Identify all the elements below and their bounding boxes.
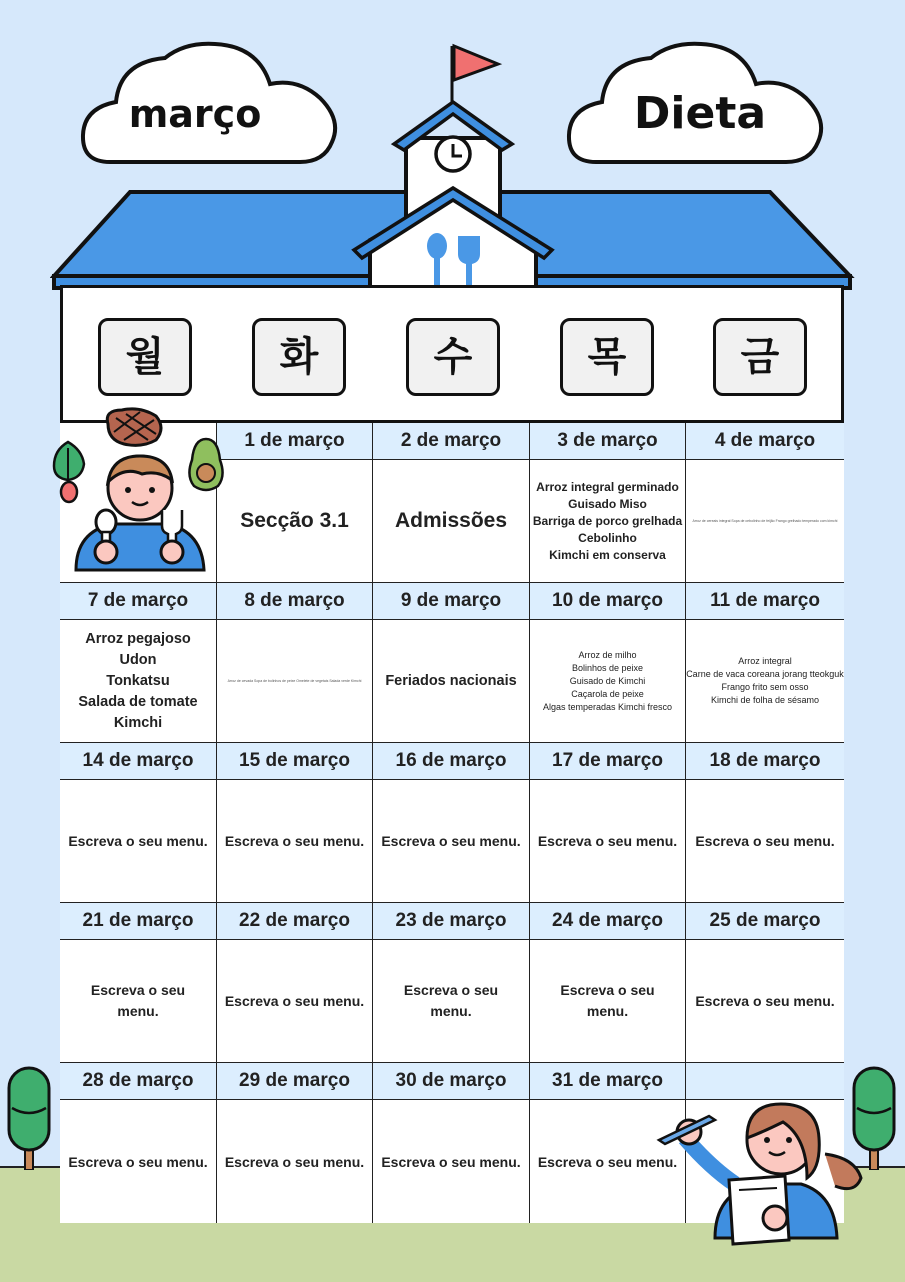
menu-cell[interactable]: Arroz pegajoso Udon Tonkatsu Salada de tomate Kimchi: [60, 620, 217, 743]
date-cell: 21 de março: [60, 903, 217, 940]
menu-cell[interactable]: Escreva o seu menu.: [686, 780, 844, 903]
menu-cell[interactable]: Escreva o seu menu.: [60, 1100, 217, 1223]
weekday-mon: 월: [98, 318, 192, 396]
menu-cell[interactable]: Escreva o seu menu.: [530, 780, 686, 903]
date-cell: 23 de março: [373, 903, 530, 940]
date-cell: 17 de março: [530, 743, 686, 780]
menu-cell[interactable]: Escreva o seu menu.: [217, 940, 373, 1063]
menu-cell[interactable]: Arroz de cereais integral Sopa de cebolinho de feijão Frango grelhado temperado com kimchi: [686, 460, 844, 583]
menu-cell[interactable]: Arroz de cevada Sopa de bolinhos de peixe Omelete de vegetais Salada verde Kimchi: [217, 620, 373, 743]
weekday-wed: 수: [406, 318, 500, 396]
date-cell: 8 de março: [217, 583, 373, 620]
menu-cell[interactable]: Escreva o seu menu.: [373, 780, 530, 903]
menu-cell[interactable]: Arroz integral Carne de vaca coreana jorang tteokguk Frango frito sem osso Kimchi de folha de sésamo: [686, 620, 844, 743]
date-cell: 4 de março: [686, 423, 844, 460]
date-cell: 7 de março: [60, 583, 217, 620]
menu-cell[interactable]: Escreva o seu menu.: [530, 1100, 686, 1223]
date-cell: 22 de março: [217, 903, 373, 940]
menu-cell[interactable]: Escreva o seu menu.: [217, 780, 373, 903]
left-tree-icon: [6, 1064, 52, 1170]
date-cell: [686, 1063, 844, 1100]
date-cell: 30 de março: [373, 1063, 530, 1100]
date-cell: 10 de março: [530, 583, 686, 620]
month-title: março: [128, 92, 262, 136]
menu-cell[interactable]: Secção 3.1: [217, 460, 373, 583]
date-cell: 29 de março: [217, 1063, 373, 1100]
date-cell: 2 de março: [373, 423, 530, 460]
date-cell: 18 de março: [686, 743, 844, 780]
school-roof: [50, 40, 855, 300]
date-cell: 24 de março: [530, 903, 686, 940]
menu-cell[interactable]: Admissões: [373, 460, 530, 583]
menu-cell[interactable]: Escreva o seu menu.: [217, 1100, 373, 1223]
menu-cell[interactable]: Escreva o seu menu.: [373, 940, 530, 1063]
date-cell: 9 de março: [373, 583, 530, 620]
diet-title: Dieta: [633, 88, 767, 139]
menu-cell[interactable]: Arroz integral germinado Guisado Miso Barriga de porco grelhada Cebolinho Kimchi em conserva: [530, 460, 686, 583]
weekday-fri: 금: [713, 318, 807, 396]
date-cell: 11 de março: [686, 583, 844, 620]
menu-cell[interactable]: Escreva o seu menu.: [530, 940, 686, 1063]
date-cell: 28 de março: [60, 1063, 217, 1100]
girl-writing-icon: [655, 1098, 870, 1246]
date-cell: 25 de março: [686, 903, 844, 940]
date-cell: 31 de março: [530, 1063, 686, 1100]
menu-cell[interactable]: Escreva o seu menu.: [686, 940, 844, 1063]
date-cell: 3 de março: [530, 423, 686, 460]
date-cell: 14 de março: [60, 743, 217, 780]
date-cell: 16 de março: [373, 743, 530, 780]
menu-cell[interactable]: Escreva o seu menu.: [60, 780, 217, 903]
menu-cell[interactable]: Feriados nacionais: [373, 620, 530, 743]
weekday-tue: 화: [252, 318, 346, 396]
date-cell: 15 de março: [217, 743, 373, 780]
menu-cell[interactable]: Arroz de milho Bolinhos de peixe Guisado de Kimchi Caçarola de peixe Algas temperadas Kimchi fresco: [530, 620, 686, 743]
boy-eating-icon: [72, 452, 208, 576]
weekday-thu: 목: [560, 318, 654, 396]
menu-cell[interactable]: Escreva o seu menu.: [60, 940, 217, 1063]
date-cell: 1 de março: [217, 423, 373, 460]
meat-icon: [100, 404, 166, 450]
menu-cell[interactable]: Escreva o seu menu.: [373, 1100, 530, 1223]
